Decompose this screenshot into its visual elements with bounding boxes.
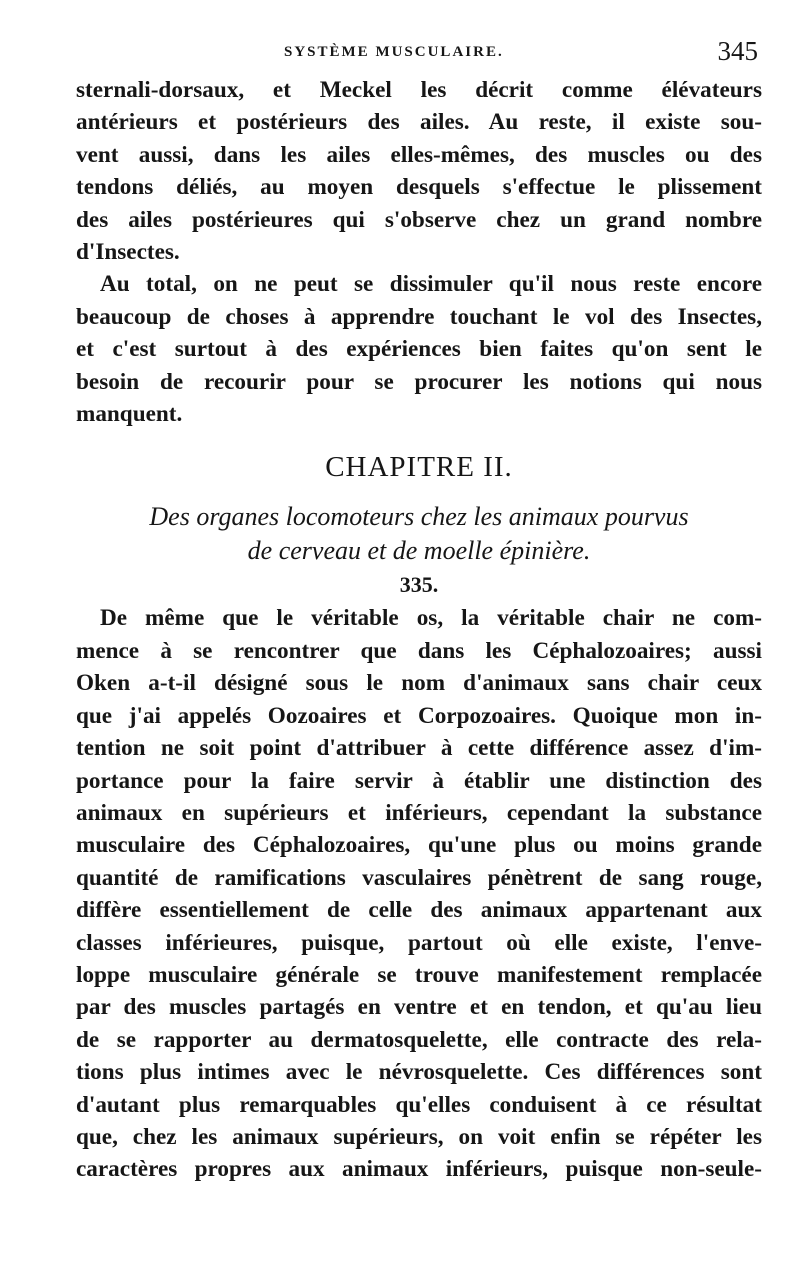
text-line: des ailes postérieures qui s'observe chez un grand nombre: [76, 206, 762, 233]
text-line: antérieurs et postérieurs des ailes. Au reste, il existe sou-: [76, 109, 762, 136]
section-number: 335.: [399, 572, 439, 598]
text-line: manquent.: [76, 401, 183, 428]
text-line: loppe musculaire générale se trouve manifestement remplacée: [76, 961, 762, 988]
chapter-heading: CHAPITRE II.: [325, 451, 513, 484]
text-line: musculaire des Céphalozoaires, qu'une plus ou moins grande: [76, 832, 762, 859]
chapter-subtitle: [76, 500, 762, 568]
running-header: [76, 36, 762, 74]
running-title: SYSTÈME MUSCULAIRE.: [284, 44, 504, 60]
text-line: animaux en supérieurs et inférieurs, cependant la substance: [76, 799, 762, 826]
text-line: portance pour la faire servir à établir une distinction des: [76, 767, 762, 794]
text-line: beaucoup de choses à apprendre touchant le vol des Insectes,: [76, 303, 762, 330]
text-line: de se rapporter au dermatosquelette, elle contracte des rela-: [76, 1026, 762, 1053]
text-line: par des muscles partagés en ventre et en tendon, et qu'au lieu: [76, 994, 762, 1021]
text-line: que j'ai appelés Oozoaires et Corpozoaires. Quoique mon in-: [76, 702, 762, 729]
text-line: Oken a-t-il désigné sous le nom d'animaux sans chair ceux: [76, 670, 762, 697]
text-line: et c'est surtout à des expériences bien faites qu'on sent le: [76, 336, 762, 363]
text-line: caractères propres aux animaux inférieurs, puisque non-seule-: [76, 1156, 762, 1183]
text-line: tention ne soit point d'attribuer à cette différence assez d'im-: [76, 735, 762, 762]
page-number: 345: [717, 36, 758, 66]
chapter-subtitle-line: de cerveau et de moelle épinière.: [247, 536, 591, 566]
text-line: Au total, on ne peut se dissimuler qu'il nous reste encore: [100, 271, 762, 298]
text-line: que, chez les animaux supérieurs, on voit enfin se répéter les: [76, 1123, 762, 1150]
text-line: d'Insectes.: [76, 239, 180, 266]
text-line: sternali-dorsaux, et Meckel les décrit comme élévateurs: [76, 77, 762, 103]
text-line: vent aussi, dans les ailes elles-mêmes, des muscles ou des: [76, 141, 762, 168]
paragraph-conclusion: [76, 268, 762, 430]
text-line: De même que le véritable os, la véritable chair ne com-: [100, 605, 762, 632]
text-line: quantité de ramifications vasculaires pénètrent de sang rouge,: [76, 864, 762, 891]
text-line: d'autant plus remarquables qu'elles conduisent à ce résultat: [76, 1091, 762, 1118]
text-line: mence à se rencontrer que dans les Céphalozoaires; aussi: [76, 637, 762, 664]
text-line: diffère essentiellement de celle des animaux appartenant aux: [76, 897, 762, 924]
text-line: classes inférieures, puisque, partout où elle existe, l'enve-: [76, 929, 762, 956]
paragraph-wing-muscles: [76, 74, 762, 268]
text-line: tendons déliés, au moyen desquels s'effectue le plissement: [76, 174, 762, 201]
paragraph-section-335: [76, 602, 762, 1185]
text-line: tions plus intimes avec le névrosquelette. Ces différences sont: [76, 1059, 762, 1086]
text-line: besoin de recourir pour se procurer les notions qui nous: [76, 368, 762, 395]
chapter-subtitle-line: Des organes locomoteurs chez les animaux pourvus: [149, 502, 689, 532]
book-page: [76, 36, 762, 1186]
